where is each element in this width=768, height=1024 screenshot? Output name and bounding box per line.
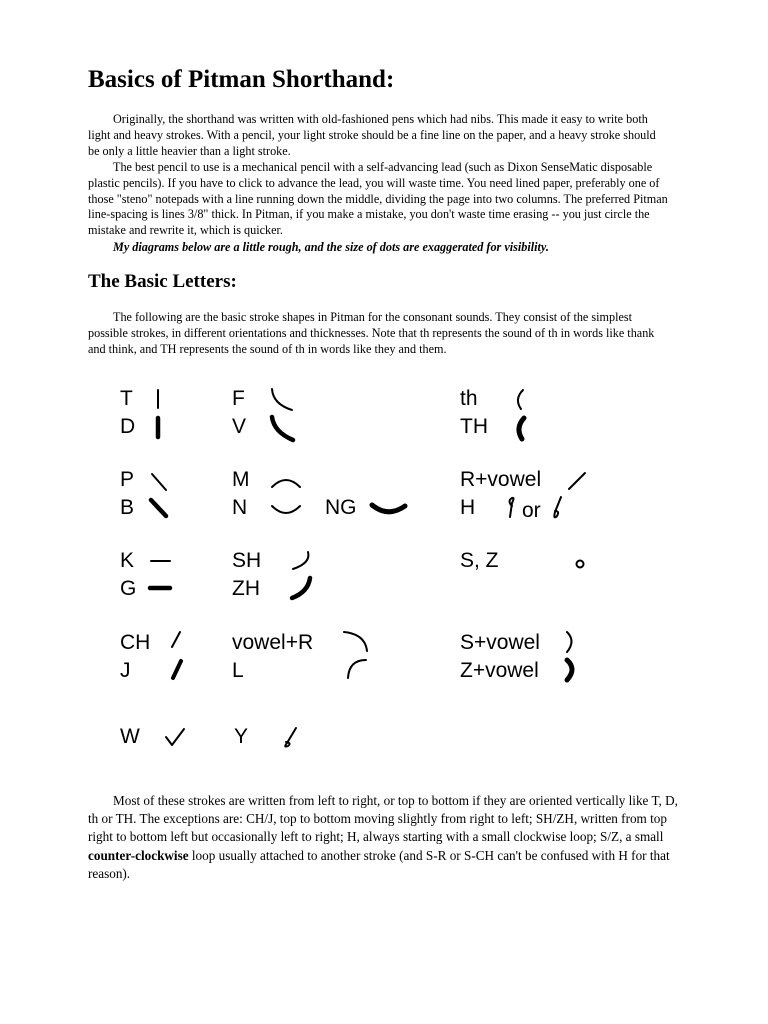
label-W: W <box>120 725 140 748</box>
label-P: P <box>120 468 135 491</box>
stroke-R-vowel <box>569 473 585 489</box>
stroke-th <box>518 390 523 409</box>
section-heading-basic-letters: The Basic Letters: <box>88 271 237 292</box>
closing-text-part2: loop usually attached to another stroke (and S-R or S-CH can't be confused with H for that reason). <box>88 847 670 881</box>
stroke-W <box>166 729 184 745</box>
label-M: M <box>232 468 250 491</box>
label-vowel-R: vowel+R <box>232 631 314 654</box>
label-S-vowel: S+vowel <box>460 631 540 654</box>
label-T: T <box>120 387 133 410</box>
label-F: F <box>232 387 245 410</box>
label-Y: Y <box>234 725 249 748</box>
label-L: L <box>232 659 244 682</box>
stroke-H-downward <box>554 497 561 517</box>
stroke-SH <box>293 552 308 569</box>
stroke-ZH <box>292 578 310 598</box>
stroke-L <box>348 660 366 678</box>
stroke-F <box>272 389 292 410</box>
stroke-P <box>152 474 166 490</box>
stroke-M <box>272 480 300 487</box>
label-th: th <box>460 387 478 410</box>
label-V: V <box>232 415 247 438</box>
label-R-vowel: R+vowel <box>460 468 542 491</box>
intro-paragraph-pencil: The best pencil to use is a mechanical pencil with a self-advancing lead (such as Dixon SenseMatic disposable plastic pencils). If you have to click to advance the lead, you will waste time. You need lined paper, preferably one of those "steno" notepads with a line running down the middle, dividing the page into two columns. The preferred Pitman line-spacing is lines 3/8" thick. In Pitman, if you make a mistake, you don't waste time erasing -- you just circle the mistake and rewrite it, which is quicker. <box>88 160 668 238</box>
label-or: or <box>522 499 541 522</box>
closing-paragraph <box>88 792 678 883</box>
label-K: K <box>120 549 135 572</box>
stroke-H-upward <box>510 498 514 517</box>
stroke-Z-vowel <box>567 660 572 680</box>
stroke-S-Z-circle <box>577 561 584 568</box>
stroke-N <box>272 506 300 513</box>
label-G: G <box>120 577 137 600</box>
label-J: J <box>120 659 131 682</box>
stroke-Y <box>285 728 296 747</box>
label-ZH: ZH <box>232 577 260 600</box>
stroke-V <box>272 417 293 440</box>
label-N: N <box>232 496 248 519</box>
stroke-J <box>173 661 181 678</box>
label-CH: CH <box>120 631 151 654</box>
page-title: Basics of Pitman Shorthand: <box>88 66 395 93</box>
label-S-Z: S, Z <box>460 549 499 572</box>
section-intro-paragraph: The following are the basic stroke shapes in Pitman for the consonant sounds. They consist of the simplest possible strokes, in different orientations and thicknesses. Note that th represents the sound of th in words like thank and think, and TH represents the sound of th in words like they and them. <box>88 310 655 356</box>
closing-text-bold: counter-clockwise <box>88 847 189 863</box>
label-D: D <box>120 415 136 438</box>
label-H: H <box>460 496 476 519</box>
stroke-CH <box>172 632 180 647</box>
label-TH: TH <box>460 415 488 438</box>
stroke-NG <box>372 505 405 512</box>
label-NG: NG <box>325 496 357 519</box>
label-B: B <box>120 496 135 519</box>
stroke-TH <box>519 418 524 439</box>
intro-paragraph-nibs: Originally, the shorthand was written with old-fashioned pens which had nibs. This made it easy to write both light and heavy strokes. With a pencil, your light stroke should be a fine line on the paper, and a heavy stroke should be only a little heavier than a light stroke. <box>88 112 656 158</box>
label-Z-vowel: Z+vowel <box>460 659 539 682</box>
stroke-B <box>151 500 166 516</box>
label-SH: SH <box>232 549 262 572</box>
closing-text-part1: Most of these strokes are written from left to right, or top to bottom if they are oriented vertically like T, D, th or TH. The exceptions are: CH/J, top to bottom moving slightly from right to left; SH/ZH, written from top right to bottom left but occasionally left to right; H, always starting with a small clockwise loop; S/Z, a small <box>88 793 678 845</box>
diagram-note: My diagrams below are a little rough, and the size of dots are exaggerated for visibility. <box>113 240 549 254</box>
stroke-S-vowel <box>567 632 572 652</box>
stroke-vowel-R <box>344 632 367 651</box>
